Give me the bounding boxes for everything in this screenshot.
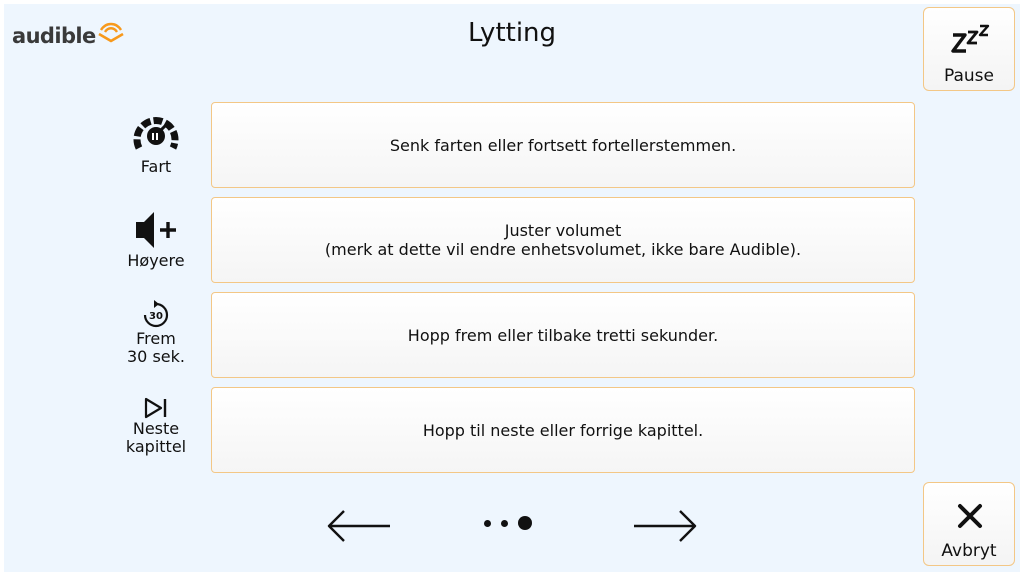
next-page-button[interactable]	[632, 507, 698, 545]
page-dot	[501, 520, 508, 527]
speed-control	[116, 112, 196, 176]
speedometer-icon	[132, 112, 180, 158]
volume-up-icon	[132, 208, 180, 252]
page-indicator	[484, 515, 532, 531]
volume-help-text: Juster volumet	[504, 221, 622, 240]
next-chapter-control	[116, 396, 196, 456]
next-chapter-label-line1: Neste	[132, 419, 180, 438]
forward-30-label-line1: Frem	[136, 329, 176, 348]
pause-button[interactable]	[923, 7, 1015, 91]
close-icon	[957, 503, 983, 529]
chapter-help-card	[211, 387, 915, 473]
page-title: Lytting	[467, 18, 557, 48]
forward-30-number: 30	[149, 311, 163, 322]
next-chapter-icon	[142, 396, 170, 420]
zzz-sleep-icon	[950, 24, 992, 56]
forward-help-text: Hopp frem eller tilbake tretti sekunder.	[407, 325, 719, 345]
page-dot	[484, 520, 491, 527]
volume-control	[116, 208, 196, 270]
page-dot-active	[518, 516, 532, 530]
cancel-label: Avbryt	[941, 541, 997, 561]
cancel-button[interactable]	[923, 482, 1015, 566]
volume-label: Høyere	[127, 251, 185, 270]
speed-help-text: Senk farten eller fortsett fortellerstemmen.	[389, 135, 737, 155]
forward-30-icon	[140, 298, 172, 330]
chapter-help-text: Hopp til neste eller forrige kapittel.	[422, 420, 704, 440]
forward-30-label-line2: 30 sek.	[127, 347, 185, 366]
pause-label: Pause	[944, 66, 994, 86]
help-screen	[4, 4, 1020, 572]
volume-help-note: (merk at dette vil endre enhetsvolumet, ikke bare Audible).	[324, 240, 802, 259]
volume-help-card	[211, 197, 915, 283]
next-chapter-label-line2: kapittel	[125, 437, 187, 456]
brand-wordmark: audible	[12, 24, 96, 48]
previous-page-button[interactable]	[326, 507, 392, 545]
speed-help-card	[211, 102, 915, 188]
forward-help-card	[211, 292, 915, 378]
forward-30-control	[116, 298, 196, 366]
speed-label: Fart	[140, 157, 172, 176]
